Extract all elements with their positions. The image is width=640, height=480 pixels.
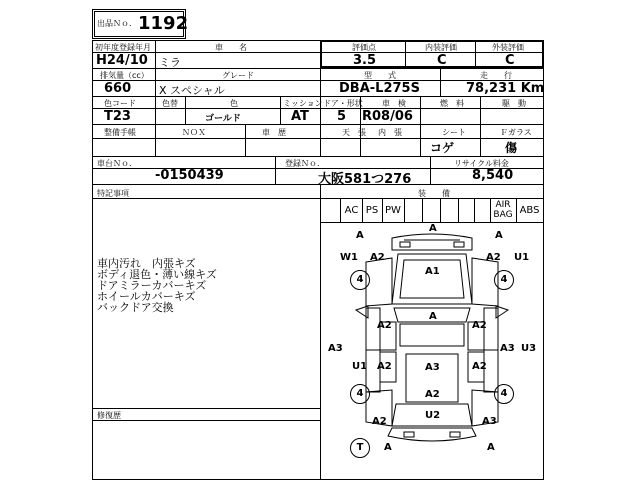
mark-sill-l: A3 bbox=[328, 343, 343, 354]
model-label: 車 名 bbox=[215, 43, 247, 52]
mark-right-fender: A2 bbox=[486, 252, 501, 263]
color-label: 色 bbox=[230, 99, 238, 108]
first-reg-label: 初年度登録年月 bbox=[95, 43, 151, 52]
mark-rear-bumper: U2 bbox=[425, 410, 441, 421]
remark-line: ドアミラーカバーキズ bbox=[97, 279, 207, 292]
doors: 5 bbox=[337, 109, 347, 124]
displacement: 660 bbox=[104, 81, 132, 96]
recycle-fee: 8,540 bbox=[472, 168, 514, 183]
mark-rear-left-corner: A2 bbox=[372, 416, 387, 427]
equip-airbag: AIR BAG bbox=[493, 200, 513, 220]
mark-rear-door-l: A2 bbox=[377, 361, 392, 372]
displacement-label: 排気量（cc） bbox=[100, 71, 149, 80]
left-front-fender-outline bbox=[366, 258, 392, 306]
recycle-label: リサイクル料金 bbox=[454, 159, 509, 168]
grade-label: グレード bbox=[222, 71, 254, 80]
first-reg: H24/10 bbox=[96, 53, 148, 68]
mark-rear-door-r: A2 bbox=[472, 361, 487, 372]
mark-rear-bumper-corner: A3 bbox=[482, 416, 497, 427]
equip-ps: PS bbox=[365, 205, 379, 216]
repair-label: 修復歴 bbox=[97, 411, 121, 420]
exterior-grade: C bbox=[505, 53, 515, 68]
remark-line: 車内汚れ 内張キズ bbox=[97, 257, 196, 270]
glass-label: Ｆガラス bbox=[500, 128, 532, 137]
lot-number: 1192 bbox=[138, 13, 189, 34]
remark-line: バックドア交換 bbox=[97, 301, 174, 314]
remark-line: ホイールカバーキズ bbox=[97, 290, 196, 303]
vehicle-type: DBA-L275S bbox=[339, 81, 420, 96]
interior-grade: C bbox=[437, 53, 447, 68]
plate-label: 登録Ｎｏ． bbox=[285, 159, 325, 168]
score-label: 評価点 bbox=[352, 43, 376, 52]
roof-outline bbox=[400, 324, 464, 346]
score: 3.5 bbox=[353, 53, 377, 68]
mark-rear-bottom-left: A bbox=[384, 442, 392, 453]
grade: X スペシャル bbox=[159, 84, 225, 97]
mileage-label: 走 行 bbox=[480, 71, 512, 80]
equipment-label: 装 備 bbox=[418, 189, 450, 198]
mark-wheel-rr: 4 bbox=[494, 384, 514, 404]
mark-left-fender-w: W1 bbox=[340, 252, 358, 263]
seat-condition: コゲ bbox=[430, 141, 455, 155]
plate-number: 大阪581つ276 bbox=[318, 172, 412, 187]
mark-tailgate: A2 bbox=[425, 389, 440, 400]
mission-label: ミッション bbox=[283, 99, 323, 108]
glass-condition: 傷 bbox=[505, 141, 518, 155]
rear-bumper-outline bbox=[388, 428, 476, 441]
remark-line: ボディ退色・薄い線キズ bbox=[97, 268, 217, 281]
equip-ac: AC bbox=[344, 205, 359, 216]
mark-roof: A bbox=[429, 311, 437, 322]
mark-wheel-fl: 4 bbox=[350, 270, 370, 290]
mark-right-fender-u: U1 bbox=[514, 252, 530, 263]
equip-abs: ABS bbox=[519, 205, 540, 216]
color: ゴールド bbox=[205, 114, 241, 124]
drive-label: 駆 動 bbox=[502, 99, 526, 108]
equip-pw: PW bbox=[385, 205, 401, 216]
nox-label: ＮＯＸ bbox=[182, 128, 206, 137]
seat-label: シート bbox=[442, 128, 466, 137]
interior-label: 内装評価 bbox=[425, 43, 457, 52]
mission: AT bbox=[291, 109, 309, 124]
inspection-label: 車 検 bbox=[382, 99, 406, 108]
mark-hood: A1 bbox=[425, 266, 440, 277]
history-label: 車 歴 bbox=[262, 128, 286, 137]
color-code-label: 色コード bbox=[104, 99, 136, 108]
mark-rear-bottom-right: A bbox=[487, 442, 495, 453]
mark-sill-r-u: U3 bbox=[521, 343, 537, 354]
lot-number-label: 出品Ｎｏ． bbox=[97, 19, 137, 28]
mark-rear-glass: A3 bbox=[425, 362, 440, 373]
model: ミラ bbox=[159, 56, 181, 69]
mark-rear-door-l-u: U1 bbox=[352, 361, 368, 372]
mark-front-door-l: A2 bbox=[377, 320, 392, 331]
interior-trim-label: 内 張 bbox=[378, 128, 402, 137]
color-code: T23 bbox=[104, 109, 131, 124]
mark-front-left-corner: A bbox=[356, 230, 364, 241]
mark-spare-tire: T bbox=[350, 438, 370, 458]
exterior-label: 外装評価 bbox=[492, 43, 524, 52]
mark-sill-r: A3 bbox=[500, 343, 515, 354]
mark-front-right-corner: A bbox=[495, 230, 503, 241]
doors-label: ドア・形状 bbox=[323, 99, 363, 108]
chassis-label: 車台Ｎｏ． bbox=[97, 159, 137, 168]
mileage: 78,231 Km bbox=[466, 81, 545, 96]
roof-label: 天 張 bbox=[342, 128, 366, 137]
mark-wheel-rl: 4 bbox=[350, 384, 370, 404]
mark-left-fender: A2 bbox=[370, 252, 385, 263]
mark-wheel-fr: 4 bbox=[494, 270, 514, 290]
maint-label: 整備手帳 bbox=[104, 128, 136, 137]
inspection: R08/06 bbox=[362, 109, 413, 124]
type-label: 型 式 bbox=[364, 71, 396, 80]
mark-front-bumper: A bbox=[429, 223, 437, 234]
color-change-label: 色替 bbox=[162, 99, 178, 108]
remarks-label: 特記事項 bbox=[97, 189, 129, 198]
mark-front-door-r: A2 bbox=[472, 320, 487, 331]
fuel-label: 燃 料 bbox=[440, 99, 464, 108]
chassis-number: -0150439 bbox=[155, 168, 224, 183]
